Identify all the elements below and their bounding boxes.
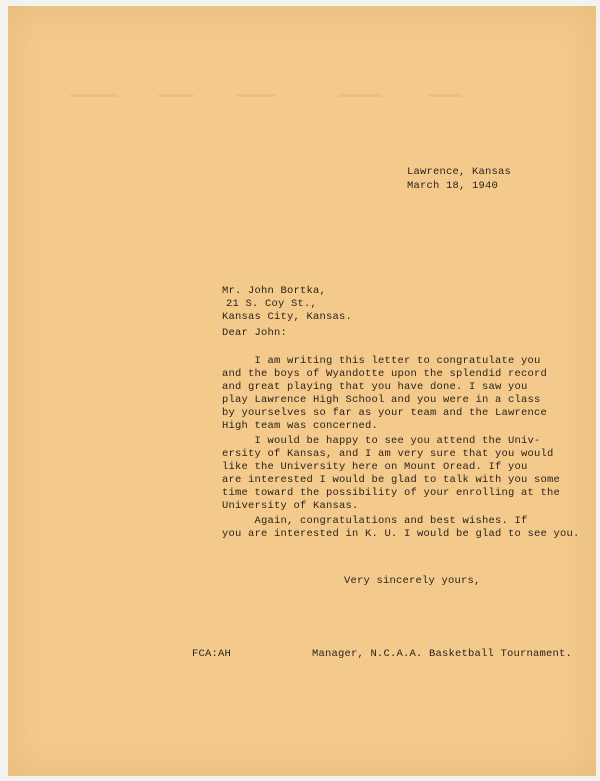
paragraph-line: High team was concerned.	[222, 420, 379, 432]
paragraph-line: University of Kansas.	[222, 500, 359, 512]
paragraph-3	[222, 515, 580, 541]
paragraph-2	[222, 435, 560, 513]
recipient-city: Kansas City, Kansas.	[222, 311, 353, 323]
faint-bleedthrough	[8, 94, 596, 108]
typist-initials: FCA:AH	[192, 648, 232, 660]
paragraph-line: like the University here on Mount Oread. If you	[222, 461, 528, 473]
closing: Very sincerely yours,	[344, 575, 481, 587]
paragraph-line: you are interested in K. U. I would be glad to see you.	[222, 528, 580, 540]
paragraph-line: ersity of Kansas, and I am very sure that you would	[222, 448, 554, 460]
signature-title: Manager, N.C.A.A. Basketball Tournament.	[312, 648, 573, 660]
paragraph-line: play Lawrence High School and you were in a class	[222, 394, 541, 406]
paragraph-line: and the boys of Wyandotte upon the splendid record	[222, 368, 548, 380]
paragraph-1	[222, 355, 547, 433]
paragraph-line: time toward the possibility of your enrolling at the	[222, 487, 561, 499]
place-line: Lawrence, Kansas	[407, 166, 512, 178]
paragraph-line: I would be happy to see you attend the Univ-	[222, 435, 541, 447]
recipient-name: Mr. John Bortka,	[222, 285, 327, 297]
recipient-address	[222, 285, 352, 324]
letter-page	[8, 6, 596, 776]
paragraph-line: are interested I would be glad to talk with you some	[222, 474, 561, 486]
date-line: March 18, 1940	[407, 180, 499, 192]
paragraph-line: Again, congratulations and best wishes. If	[222, 515, 528, 527]
salutation: Dear John:	[222, 327, 288, 339]
paragraph-line: I am writing this letter to congratulate you	[222, 355, 541, 367]
paragraph-line: and great playing that you have done. I saw you	[222, 381, 528, 393]
recipient-street: 21 S. Coy St.,	[226, 298, 318, 310]
paragraph-line: by yourselves so far as your team and the Lawrence	[222, 407, 548, 419]
